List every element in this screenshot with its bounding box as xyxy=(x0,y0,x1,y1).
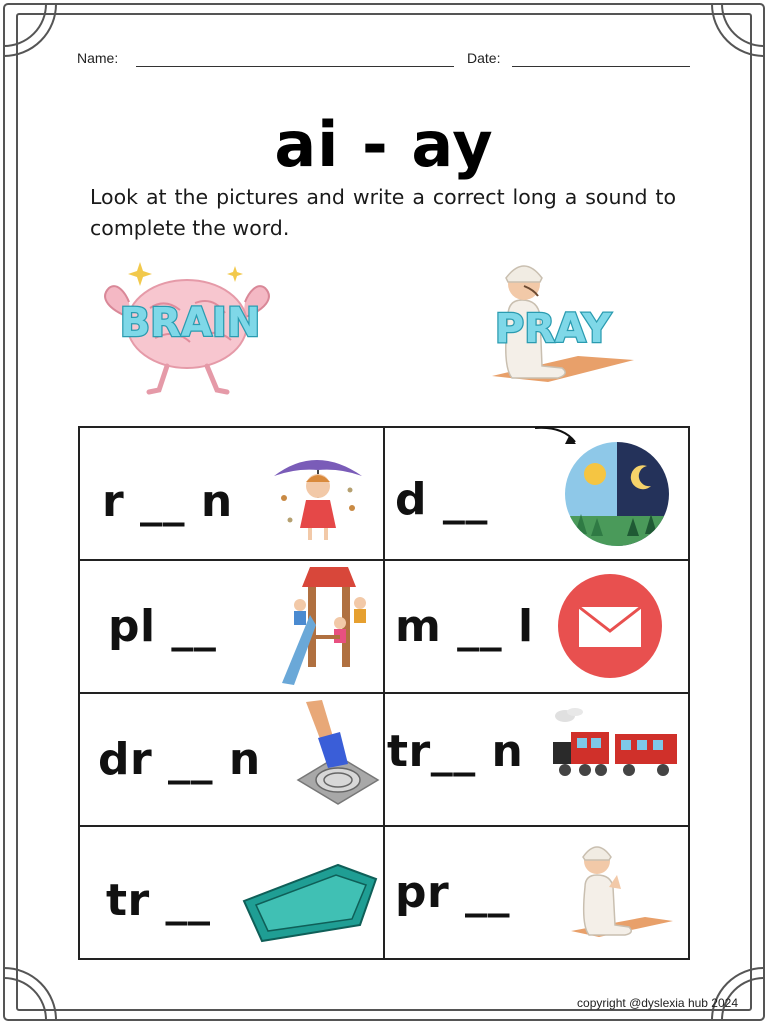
mail-envelope-icon[interactable] xyxy=(555,573,665,679)
grid-cell xyxy=(79,693,384,826)
pray-word-art xyxy=(478,302,628,350)
word-prompt[interactable]: pr __ xyxy=(395,867,511,918)
grid-cell xyxy=(79,560,384,693)
example-pray xyxy=(478,256,638,396)
tray-icon xyxy=(240,861,380,947)
word-prompt[interactable]: dr __ n xyxy=(98,734,261,785)
word-prompt[interactable]: tr__ n xyxy=(387,726,524,777)
word-grid xyxy=(78,426,690,960)
example-brain xyxy=(95,258,285,398)
name-field[interactable] xyxy=(136,66,454,67)
praying-boy-icon xyxy=(565,841,675,949)
page-title: ai - ay xyxy=(274,108,494,181)
name-label: Name: xyxy=(77,50,119,66)
word-prompt[interactable]: pl __ xyxy=(108,601,217,652)
word-prompt[interactable]: d __ xyxy=(395,474,488,525)
date-label: Date: xyxy=(467,50,501,66)
grid-cell xyxy=(384,427,689,560)
playground-icon xyxy=(276,565,380,687)
copyright-text: copyright @dyslexia hub 2024 xyxy=(577,996,738,1010)
grid-cell xyxy=(384,693,689,826)
word-prompt[interactable]: m __ l xyxy=(395,601,534,652)
grid-cell xyxy=(384,826,689,959)
day-night-icon xyxy=(535,424,675,548)
grid-cell xyxy=(384,560,689,693)
grid-cell xyxy=(79,826,384,959)
brain-word: BRAIN xyxy=(119,300,261,346)
grid-cell xyxy=(79,427,384,560)
pray-word: PRAY xyxy=(494,306,612,350)
brain-word-art xyxy=(105,296,275,346)
instructions-text: Look at the pictures and write a correct long a sound to complete the word. xyxy=(90,185,676,240)
drain-icon xyxy=(292,698,382,816)
word-prompt[interactable]: r __ n xyxy=(102,476,233,527)
date-field[interactable] xyxy=(512,66,690,67)
word-prompt[interactable]: tr __ xyxy=(106,875,211,926)
girl-in-rain-icon xyxy=(270,446,366,542)
train-icon xyxy=(545,708,681,784)
